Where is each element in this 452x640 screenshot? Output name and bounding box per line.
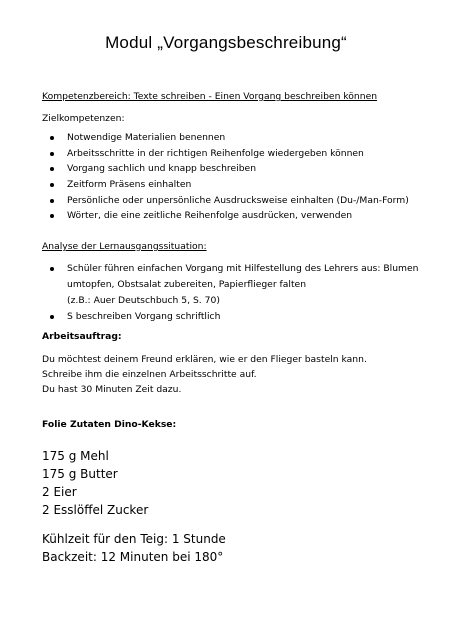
list-item: Arbeitsschritte in der richtigen Reihenfolge wiedergeben können	[42, 146, 409, 162]
list-item: Vorgang sachlich und knapp beschreiben	[42, 161, 409, 177]
bullet-icon	[50, 152, 54, 156]
zielkompetenzen-label: Zielkompetenzen:	[42, 113, 125, 124]
folie-heading: Folie Zutaten Dino-Kekse:	[42, 419, 177, 430]
list-item: Persönliche oder unpersönliche Ausdrucksweise einhalten (Du-/Man-Form)	[42, 193, 409, 209]
analyse-heading: Analyse der Lernausgangssituation:	[42, 241, 207, 252]
arbeitsauftrag-text: Du möchtest deinem Freund erklären, wie er den Flieger basteln kann. Schreibe ihm die einzelnen Arbeitsschritte auf. Du hast 30 Minuten Zeit dazu.	[42, 354, 367, 395]
bullet-icon	[50, 183, 54, 187]
bullet-icon	[50, 199, 54, 203]
bullet-icon	[50, 167, 54, 171]
page-title: Modul „Vorgangsbeschreibung“	[105, 33, 347, 52]
list-item: 175 g Butter	[42, 467, 118, 481]
bullet-icon	[50, 315, 54, 319]
bullet-icon	[50, 214, 54, 218]
list-item: S beschreiben Vorgang schriftlich	[42, 309, 418, 325]
zielkompetenzen-list	[42, 130, 409, 224]
zutaten-list	[42, 447, 148, 519]
analyse-list	[42, 261, 418, 325]
arbeitsauftrag-heading: Arbeitsauftrag:	[42, 331, 122, 342]
zeiten-list	[42, 530, 226, 566]
list-item: Notwendige Materialien benennen	[42, 130, 409, 146]
list-item: Wörter, die eine zeitliche Reihenfolge ausdrücken, verwenden	[42, 208, 409, 224]
bullet-icon	[50, 136, 54, 140]
list-item: Kühlzeit für den Teig: 1 Stunde	[42, 532, 226, 546]
list-item: 175 g Mehl	[42, 449, 109, 463]
list-item: 2 Esslöffel Zucker	[42, 503, 149, 517]
list-item: Schüler führen einfachen Vorgang mit Hilfestellung des Lehrers aus: Blumen umtopfen, Obstsalat zubereiten, Papierflieger falten (z.B.: Auer Deutschbuch 5, S. 70)	[42, 261, 418, 309]
list-item: 2 Eier	[42, 485, 77, 499]
kompetenzbereich-heading: Kompetenzbereich: Texte schreiben - Einen Vorgang beschreiben können	[42, 91, 378, 102]
list-item: Backzeit: 12 Minuten bei 180°	[42, 550, 224, 564]
bullet-icon	[50, 267, 54, 271]
list-item: Zeitform Präsens einhalten	[42, 177, 409, 193]
